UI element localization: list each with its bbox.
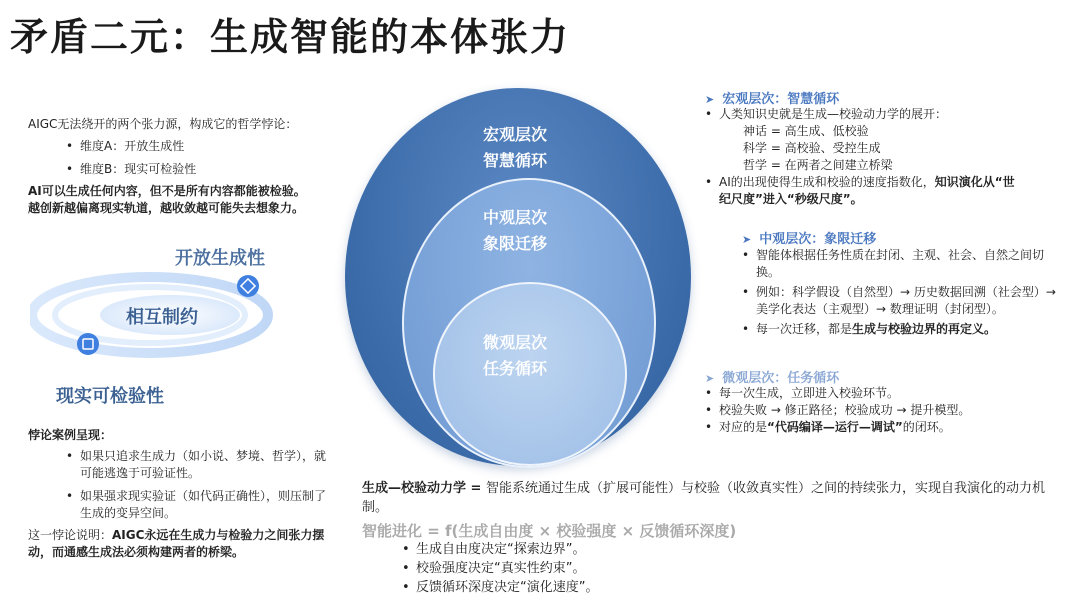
micro-bullet-2: • 校验失败 → 修正路径；校验成功 → 提升模型。 bbox=[705, 402, 1065, 419]
intro-text: AIGC无法绕开的两个张力源，构成它的哲学悖论： bbox=[28, 117, 298, 131]
tension-diagram bbox=[30, 240, 330, 410]
macro-sub-3: 哲学 = 在两者之间建立桥梁 bbox=[743, 158, 893, 172]
bold-statement-1: AI可以生成任何内容，但不是所有内容都能被检验。 bbox=[28, 184, 306, 198]
dimension-b: • 维度B：现实可检验性 bbox=[66, 161, 326, 178]
micro-bullet-1: • 每一次生成，立即进入校验环节。 bbox=[705, 385, 1065, 402]
bold-statement-2: 越创新越偏离现实轨道，越收敛越可能失去想象力。 bbox=[28, 201, 305, 215]
macro-sub-1: 神话 = 高生成、低校验 bbox=[743, 124, 869, 138]
formula-item-3: • 反馈循环深度决定“演化速度”。 bbox=[402, 578, 802, 597]
macro-bullet-2: • AI的出现使得生成和校验的速度指数化，知识演化从“世纪尺度”进入“秒级尺度”。 bbox=[705, 174, 1019, 208]
dimension-a: • 维度A：开放生成性 bbox=[66, 138, 326, 155]
macro-sub-2: 科学 = 高校验、受控生成 bbox=[743, 141, 881, 155]
formula: 智能进化 = f(生成自由度 × 校验强度 × 反馈循环深度) bbox=[362, 522, 737, 540]
micro-heading: ➤ 微观层次：任务循环 bbox=[705, 371, 840, 386]
formula-item-2: • 校验强度决定“真实性约束”。 bbox=[402, 559, 802, 578]
macro-circle-label: 宏观层次 智慧循环 bbox=[482, 125, 547, 170]
arrow-icon: ➤ bbox=[705, 93, 715, 106]
meso-bullet-3: • 每一次迁移，都是生成与校验边界的再定义。 bbox=[742, 321, 1060, 338]
arrow-icon: ➤ bbox=[705, 372, 715, 385]
meso-heading: ➤ 中观层次：象限迁移 bbox=[742, 232, 877, 247]
page-title: 矛盾二元：生成智能的本体张力 bbox=[10, 15, 571, 59]
macro-heading: ➤ 宏观层次：智慧循环 bbox=[705, 92, 840, 107]
formula-item-1: • 生成自由度决定“探索边界”。 bbox=[402, 540, 802, 559]
micro-circle-label: 微观层次 任务循环 bbox=[482, 333, 547, 378]
case-2: • 如果强求现实验证（如代码正确性），则压制了生成的变异空间。 bbox=[66, 488, 328, 522]
case-title: 悖论案例呈现： bbox=[28, 428, 113, 442]
mutual-constraint-label: 相互制约 bbox=[126, 307, 198, 328]
micro-bullet-3: • 对应的是“代码编译—运行—调试”的闭环。 bbox=[705, 419, 1065, 436]
reality-verifiable-label: 现实可检验性 bbox=[56, 386, 164, 407]
conclusion: 这一悖论说明：AIGC永远在生成力与检验力之间张力摆动，而通感生成法必须构建两者的桥梁。 bbox=[28, 528, 325, 559]
open-generation-label: 开放生成性 bbox=[175, 248, 265, 269]
meso-bullet-1: • 智能体根据任务性质在封闭、主观、社会、自然之间切换。 bbox=[742, 247, 1060, 281]
macro-bullet-1: • 人类知识史就是生成—校验动力学的展开： bbox=[705, 106, 1065, 123]
arrow-icon: ➤ bbox=[742, 233, 752, 246]
meso-circle-label: 中观层次 象限迁移 bbox=[482, 208, 547, 253]
meso-bullet-2: • 例如：科学假设（自然型）→ 历史数据回溯（社会型）→ 美学化表达（主观型）→ 数理证明（封闭型）。 bbox=[742, 284, 1060, 318]
case-1: • 如果只追求生成力（如小说、梦境、哲学），就可能逃逸于可验证性。 bbox=[66, 448, 328, 482]
definition: 生成—校验动力学 = 智能系统通过生成（扩展可能性）与校验（收敛真实性）之间的持续张力，实现自我演化的动力机制。 bbox=[362, 481, 1045, 515]
